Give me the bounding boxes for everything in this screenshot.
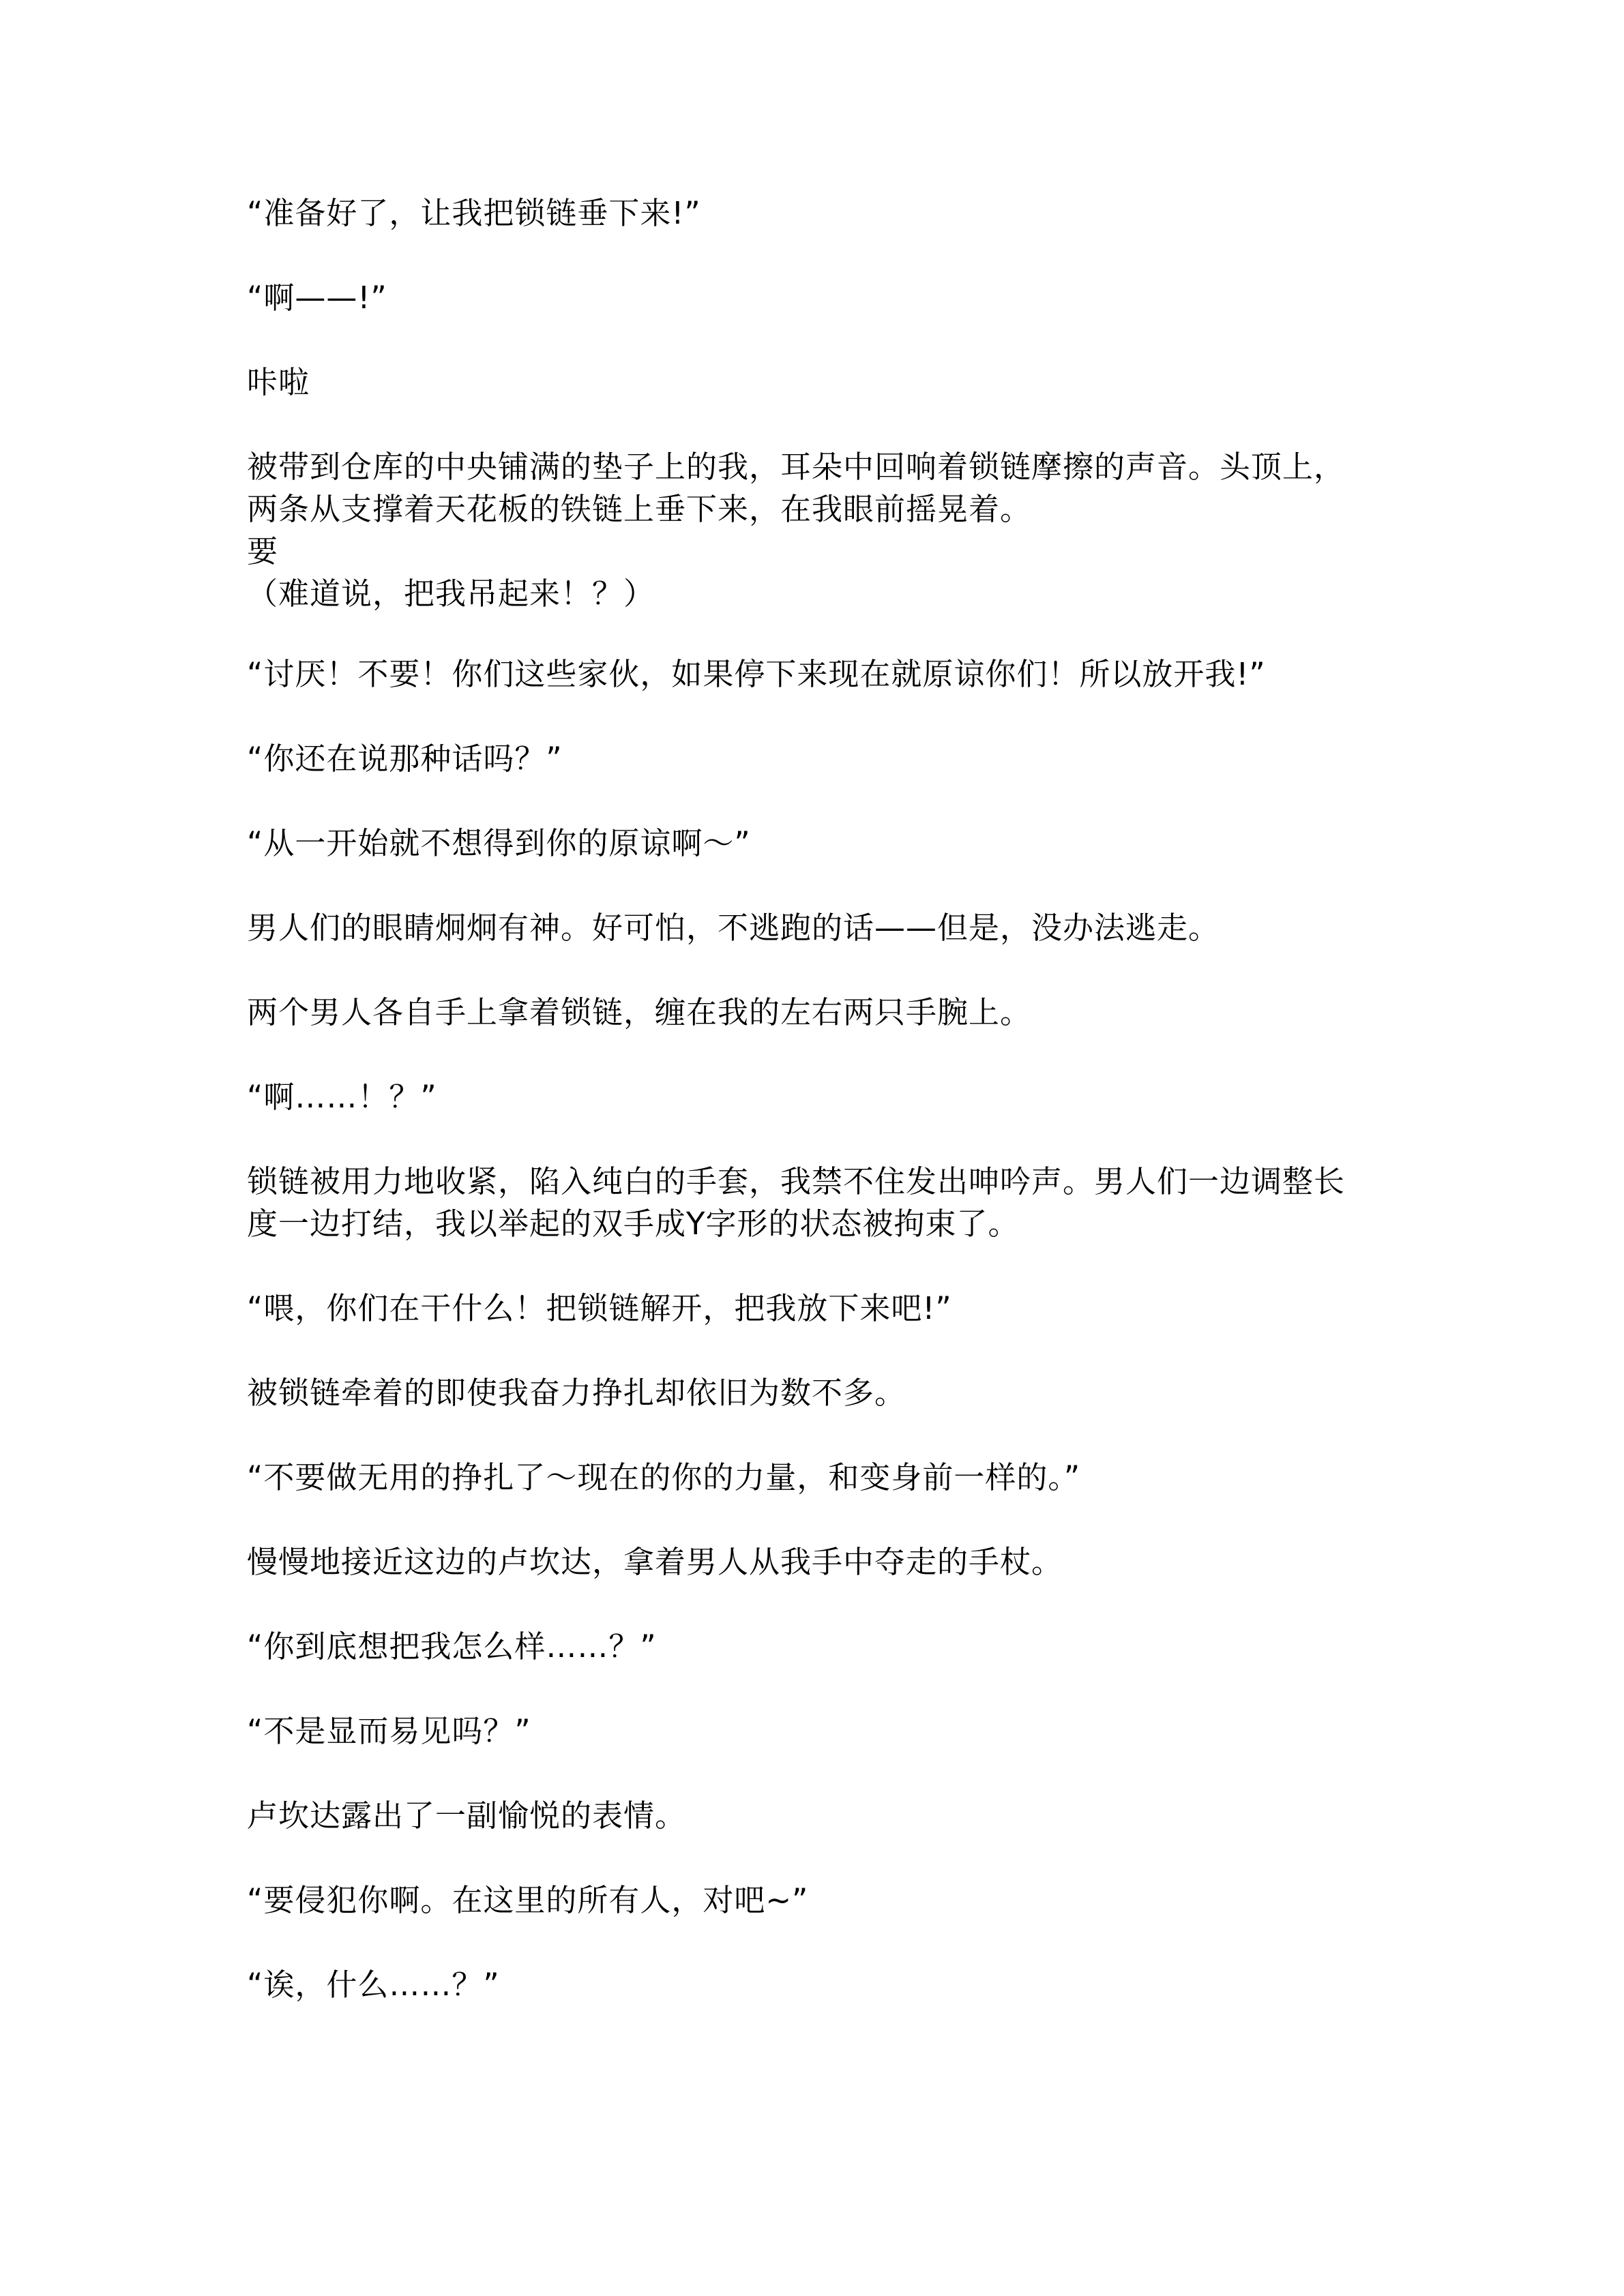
paragraph-1: “准备好了，让我把锁链垂下来!” xyxy=(247,195,701,231)
paragraph-18: 卢坎达露出了一副愉悦的表情。 xyxy=(247,1798,687,1834)
paragraph-15: 慢慢地接近这边的卢坎达，拿着男人从我手中夺走的手杖。 xyxy=(247,1544,1063,1580)
paragraph-9: 两个男人各自手上拿着锁链，缠在我的左右两只手腕上。 xyxy=(247,994,1032,1030)
paragraph-16: “你到底想把我怎么样……？” xyxy=(247,1628,657,1665)
paragraph-3: 咔啦 xyxy=(247,364,310,400)
paragraph-6: “你还在说那种话吗？” xyxy=(247,741,563,777)
paragraph-7: “从一开始就不想得到你的原谅啊～” xyxy=(247,825,751,861)
paragraph-8: 男人们的眼睛炯炯有神。好可怕，不逃跑的话——但是，没办法逃走。 xyxy=(247,910,1220,946)
paragraph-5: “讨厌！不要！你们这些家伙，如果停下来现在就原谅你们！所以放开我!” xyxy=(247,656,1266,692)
paragraph-11: 锁链被用力地收紧，陷入纯白的手套，我禁不住发出呻吟声。男人们一边调整长 度一边打结，我以举起的双手成Y字形的状态被拘束了。 xyxy=(247,1163,1346,1242)
paragraph-12: “喂，你们在干什么！把锁链解开，把我放下来吧!” xyxy=(247,1290,952,1326)
paragraph-17: “不是显而易见吗？” xyxy=(247,1713,531,1749)
paragraph-13: 被锁链牵着的即使我奋力挣扎却依旧为数不多。 xyxy=(247,1375,906,1411)
paragraph-2: “啊——!” xyxy=(247,280,387,316)
paragraph-19: “要侵犯你啊。在这里的所有人，对吧~” xyxy=(247,1882,809,1918)
paragraph-20: “诶，什么……？” xyxy=(247,1967,500,2003)
paragraph-4: 被带到仓库的中央铺满的垫子上的我，耳朵中回响着锁链摩擦的声音。头顶上， 两条从支撑着天花板的铁链上垂下来，在我眼前摇晃着。 要 （难道说，把我吊起来！？） xyxy=(247,449,1346,612)
paragraph-10: “啊……！？” xyxy=(247,1079,437,1115)
paragraph-14: “不要做无用的挣扎了～现在的你的力量，和变身前一样的。” xyxy=(247,1459,1081,1495)
